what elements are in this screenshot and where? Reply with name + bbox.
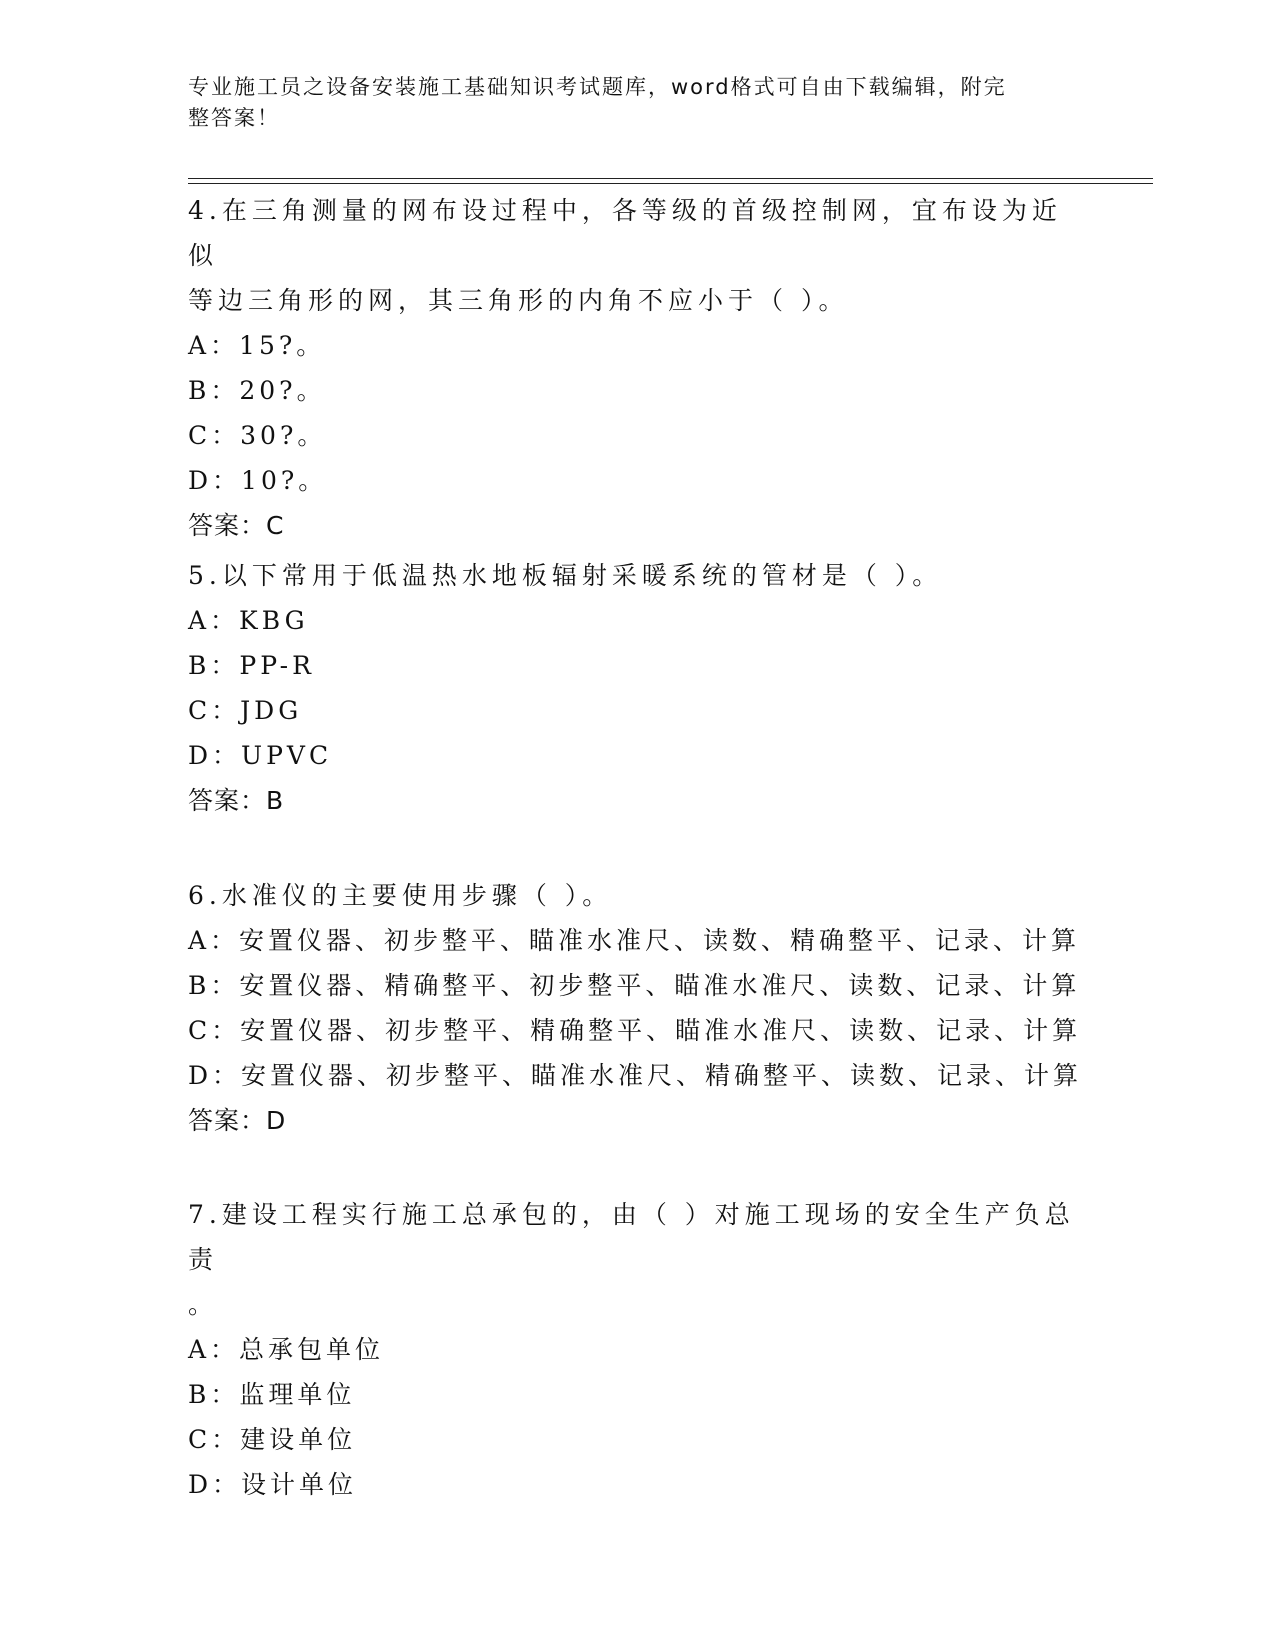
option-a: A：安置仪器、初步整平、瞄准水准尺、读数、精确整平、记录、计算	[188, 926, 1081, 955]
option-b: B：安置仪器、精确整平、初步整平、瞄准水准尺、读数、记录、计算	[188, 971, 1081, 1000]
option-a: A：KBG	[188, 606, 309, 635]
question-text-line: 6.水准仪的主要使用步骤（ ）。	[188, 881, 613, 910]
header-divider-top	[188, 178, 1153, 179]
answer-label: 答案：D	[188, 1106, 287, 1135]
option-c: C：安置仪器、初步整平、精确整平、瞄准水准尺、读数、记录、计算	[188, 1016, 1082, 1045]
option-d: D：10?。	[188, 466, 328, 495]
header-line-1: 专业施工员之设备安装施工基础知识考试题库，word格式可自由下载编辑，附完	[188, 75, 1007, 99]
header-divider-bottom	[188, 183, 1153, 184]
question-4	[188, 188, 1088, 548]
option-d: D：UPVC	[188, 741, 333, 770]
option-a: A：15?。	[188, 331, 326, 360]
question-text-line: 5.以下常用于低温热水地板辐射采暖系统的管材是（ ）。	[188, 561, 943, 590]
question-text-line: 7.建设工程实行施工总承包的，由（ ）对施工现场的安全生产负总责	[188, 1200, 1075, 1274]
document-header	[188, 72, 1068, 134]
option-c: C：30?。	[188, 421, 327, 450]
option-a: A：总承包单位	[188, 1335, 385, 1364]
header-line-2: 整答案！	[188, 106, 280, 130]
answer-label: 答案：C	[188, 511, 285, 540]
option-c: C：建设单位	[188, 1425, 357, 1454]
question-5	[188, 553, 1088, 823]
option-b: B：20?。	[188, 376, 326, 405]
option-d: D：设计单位	[188, 1470, 358, 1499]
question-6	[188, 873, 1088, 1143]
question-7	[188, 1192, 1088, 1507]
answer-label: 答案：B	[188, 786, 285, 815]
option-c: C：JDG	[188, 696, 303, 725]
option-b: B：监理单位	[188, 1380, 356, 1409]
question-text-line: 4.在三角测量的网布设过程中，各等级的首级控制网，宜布设为近似	[188, 196, 1062, 270]
question-text-line: 。	[188, 1290, 219, 1319]
option-b: B：PP-R	[188, 651, 315, 680]
option-d: D：安置仪器、初步整平、瞄准水准尺、精确整平、读数、记录、计算	[188, 1061, 1083, 1090]
question-text-line: 等边三角形的网，其三角形的内角不应小于（ ）。	[188, 286, 849, 315]
